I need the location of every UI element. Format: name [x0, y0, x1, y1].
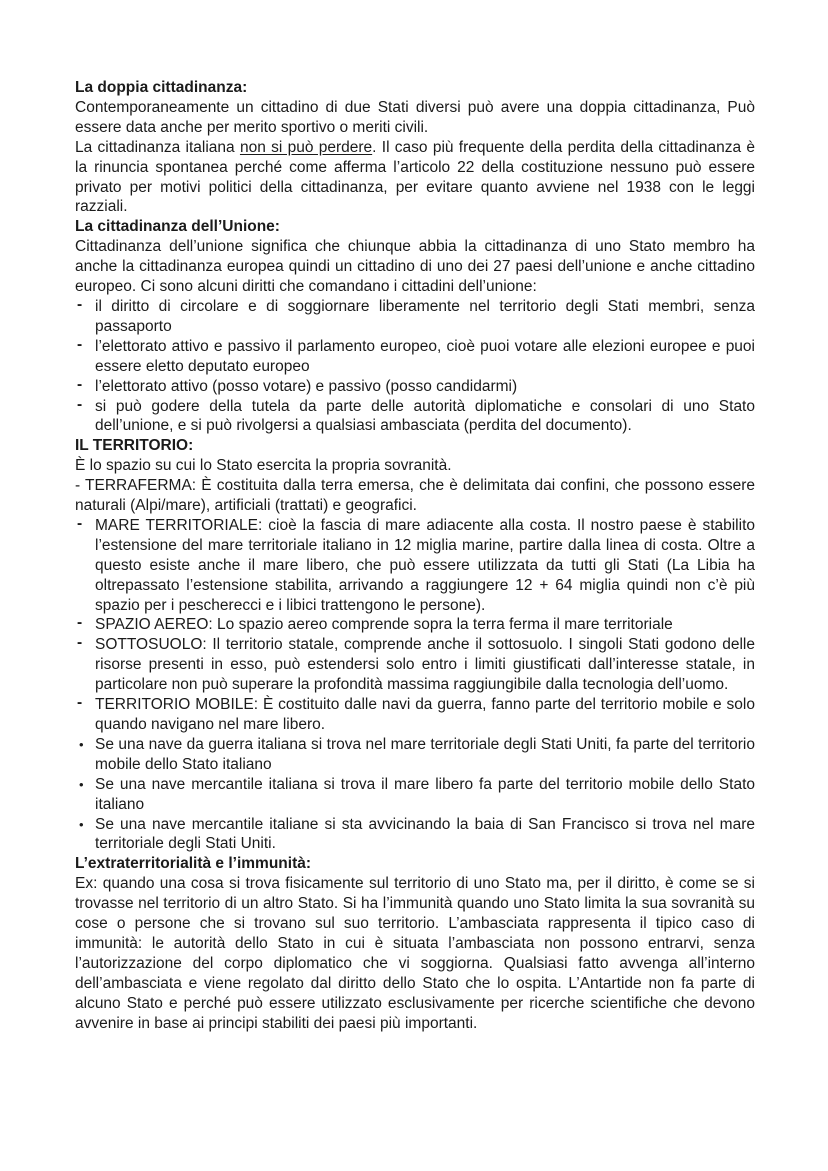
list-item-text — [95, 816, 755, 853]
text-segment: La doppia cittadinanza: — [75, 79, 248, 96]
text-segment: Se una nave mercantile italiane si sta avvicinando la baia di San Francisco si trova nel mare territoriale degli Stati Uniti. — [95, 815, 755, 853]
dash-list-item — [75, 615, 755, 635]
dash-marker-icon: - — [77, 634, 83, 652]
paragraph — [75, 138, 755, 218]
list-item-text — [95, 338, 755, 375]
paragraph — [75, 874, 755, 1033]
list-item-text — [95, 776, 755, 813]
dash-list-item — [75, 337, 755, 377]
dash-marker-icon: - — [77, 335, 83, 353]
text-segment: il diritto di circolare e di soggiornare liberamente nel territorio degli Stati membri, senza passaporto — [95, 297, 755, 335]
text-segment: SOTTOSUOLO: Il territorio statale, comprende anche il sottosuolo. I singoli Stati godono delle risorse presenti in esso, può estendersi solo entro i limiti giustificati dall’interesse statale, in particolare non può superare la profondità massima raggiungibile dalla tecnologia dell’uomo. — [95, 636, 755, 694]
dash-list-item — [75, 516, 755, 616]
bullet-marker-icon: • — [79, 736, 84, 752]
text-segment: Cittadinanza dell’unione significa che chiunque abbia la cittadinanza di uno Stato membro ha anche la cittadinanza europea quindi un cittadino di uno dei 27 paesi dell’unione e anche cittadino europeo. Ci sono alcuni diritti che comandano i cittadini dell’unione: — [75, 238, 755, 296]
section-heading — [75, 217, 755, 237]
text-segment: . Il caso più frequente della perdita della cittadinanza è la rinuncia spontanea perché come afferma l’articolo 22 della costituzione nessuno può essere privato per motivi politici della cittadinanza, per evitare quanto avviene nel 1938 con le leggi razziali. — [75, 138, 755, 216]
text-segment: l’elettorato attivo e passivo il parlamento europeo, cioè puoi votare alle elezioni europee e puoi essere eletto deputato europeo — [95, 337, 755, 375]
list-item-text — [95, 398, 755, 435]
text-segment: L’extraterritorialità e l’immunità: — [75, 855, 312, 873]
dash-marker-icon: - — [77, 614, 83, 632]
document-content — [75, 78, 755, 1034]
text-segment: Se una nave da guerra italiana si trova nel mare territoriale degli Stati Uniti, fa parte del territorio mobile dello Stato italiano — [95, 735, 755, 773]
paragraph — [75, 456, 755, 476]
text-segment: IL TERRITORIO: — [75, 437, 194, 455]
bullet-list-item — [75, 815, 755, 855]
bullet-list-item — [75, 735, 755, 775]
dash-marker-icon: - — [77, 295, 83, 313]
text-segment: si può godere della tutela da parte delle autorità diplomatiche e consolari di uno Stato dell’unione, e si può rivolgersi a qualsiasi ambasciata (perdita del documento). — [95, 397, 755, 435]
text-segment: SPAZIO AEREO: Lo spazio aereo comprende sopra la terra ferma il mare territoriale — [95, 616, 673, 634]
section-heading — [75, 78, 755, 98]
dash-marker-icon: - — [77, 514, 83, 532]
paragraph — [75, 237, 755, 297]
text-segment: Se una nave mercantile italiana si trova il mare libero fa parte del territorio mobile dello Stato italiano — [95, 775, 755, 813]
text-segment: Ex: quando una cosa si trova fisicamente sul territorio di uno Stato ma, per il diritto, è come se si trovasse nel territorio di un altro Stato. Si ha l’immunità quando uno Stato limita la sua sovranità su cose o persone che si trovano sul suo territorio. L’ambasciata rappresenta il tipico caso di immunità: le autorità dello Stato in cui è situata l’ambasciata non possono entrarvi, senza l’autorizzazione del corpo diplomatico che vi soggiorna. Qualsiasi fatto avvenga all’interno dell’ambasciata e viene regolato dal diritto dello Stato che lo ospita. L’Antartide non fa parte di alcuno Stato e perché può essere utilizzato esclusivamente per ricerche scientifiche che devono avvenire in base ai principi stabiliti dei paesi più importanti. — [75, 875, 755, 1032]
bullet-list-item — [75, 775, 755, 815]
dash-list-item — [75, 397, 755, 437]
list-item-text — [95, 616, 673, 633]
text-segment: La cittadinanza italiana — [75, 138, 240, 156]
text-segment: TERRITORIO MOBILE: È costituito dalle navi da guerra, fanno parte del territorio mobile e solo quando navigano nel mare libero. — [95, 696, 755, 733]
dash-list-item — [75, 297, 755, 337]
dash-marker-icon: - — [77, 694, 83, 712]
paragraph — [75, 476, 755, 516]
dash-list-item — [75, 377, 755, 397]
text-segment: La cittadinanza dell’Unione: — [75, 218, 280, 236]
dash-marker-icon: - — [77, 375, 83, 393]
list-item-text — [95, 298, 755, 335]
dash-list-item — [75, 635, 755, 695]
list-item-text — [95, 517, 755, 614]
list-item-text — [95, 378, 517, 395]
underlined-text: non si può perdere — [239, 138, 373, 156]
text-segment: - TERRAFERMA: È costituita dalla terra emersa, che è delimitata dai confini, che possono essere naturali (Alpi/mare), artificiali (trattati) e geografici. — [75, 477, 755, 515]
dash-list-item — [75, 695, 755, 735]
bullet-marker-icon: • — [79, 776, 84, 792]
section-heading — [75, 436, 755, 456]
text-segment: MARE TERRITORIALE: cioè la fascia di mare adiacente alla costa. Il nostro paese è stabilito l’estensione del mare territoriale italiano in 12 miglia marine, partire dalla linea di costa. Oltre a questo esiste anche il mare libero, che può essere utilizzata da tutti gli Stati (La Libia ha oltrepassato l’estensione stabilita, arrivando a raggiungere 12 + 64 miglia quindi non c’è più spazio per i pescherecci e i libici trattengono le persone). — [95, 516, 755, 614]
dash-marker-icon: - — [77, 395, 83, 413]
bullet-marker-icon: • — [79, 816, 84, 832]
list-item-text — [95, 736, 755, 773]
list-item-text — [95, 636, 755, 693]
text-segment: Contemporaneamente un cittadino di due Stati diversi può avere una doppia cittadinanza, Può essere data anche per merito sportivo o meriti civili. — [75, 98, 755, 136]
text-segment: È lo spazio su cui lo Stato esercita la propria sovranità. — [75, 457, 452, 475]
section-heading — [75, 854, 755, 874]
paragraph — [75, 98, 755, 138]
list-item-text — [95, 696, 755, 733]
text-segment: l’elettorato attivo (posso votare) e passivo (posso candidarmi) — [95, 377, 518, 395]
